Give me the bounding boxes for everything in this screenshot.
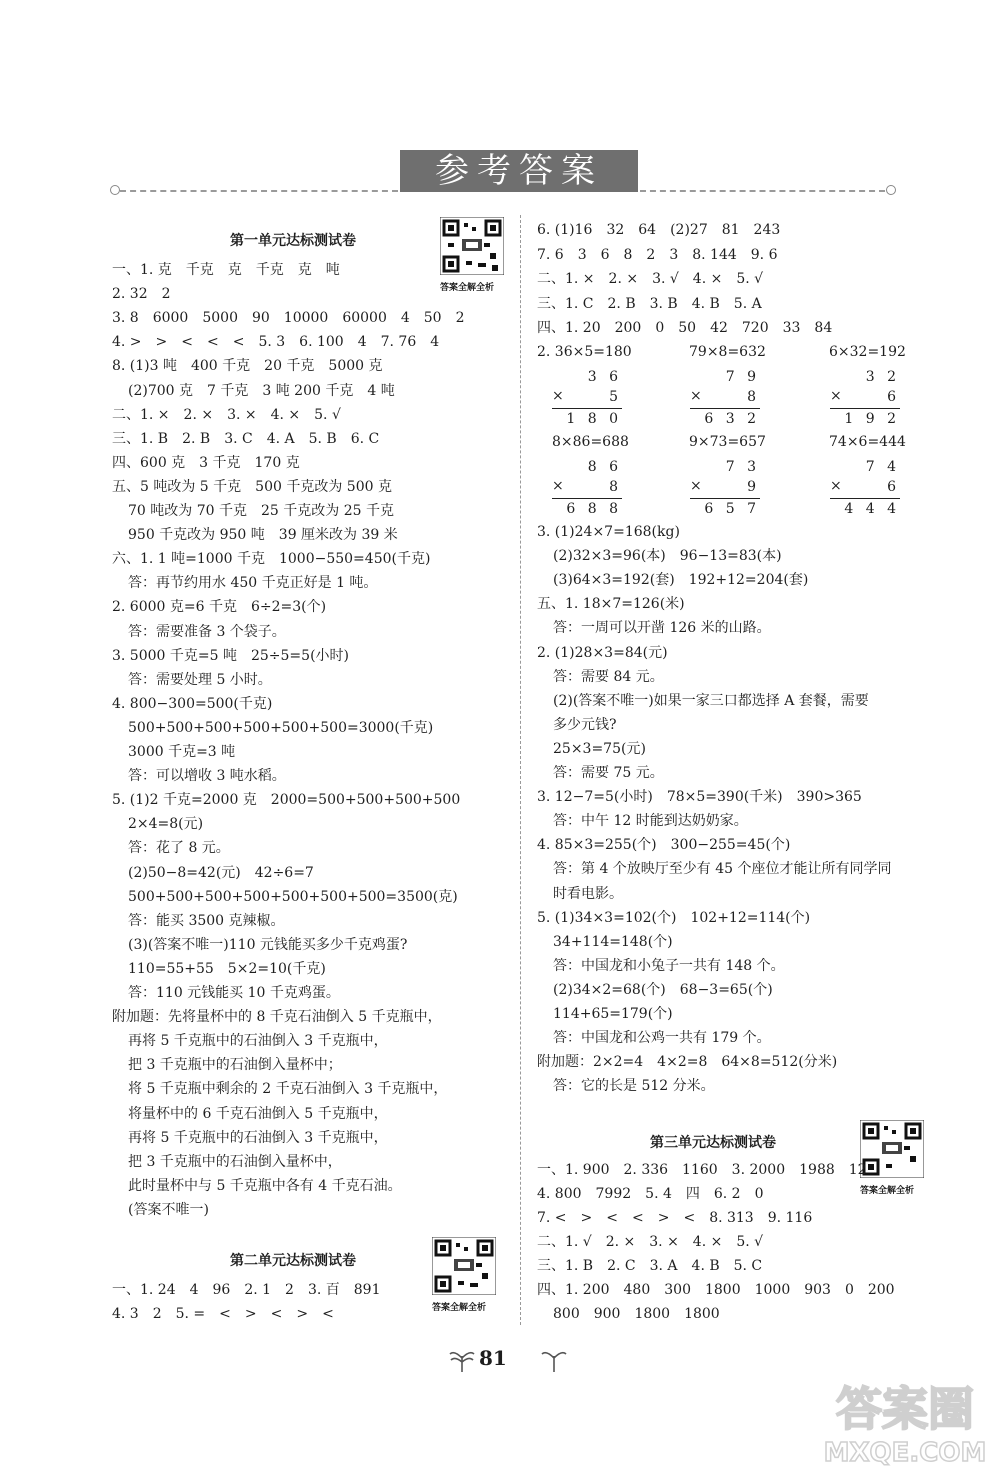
- answer-line: 70 吨改为 70 千克 25 千克改为 25 千克: [128, 503, 394, 519]
- column-divider: [520, 215, 521, 1325]
- answer-line: 7. < > < < > < 8. 313 9. 116: [537, 1210, 813, 1226]
- times-sign: ×: [690, 388, 702, 404]
- page-number: 81: [479, 1346, 507, 1370]
- multiplicand: 8 6: [587, 459, 622, 475]
- answer-line: 二、1. × 2. × 3. × 4. × 5. √: [112, 406, 341, 423]
- answer-line: 答：能买 3500 克辣椒。: [128, 912, 285, 929]
- answer-line: 五、1. 18×7=126(米): [537, 596, 685, 613]
- answer-line: 一、1. 900 2. 336 1160 3. 2000 1988 12: [537, 1162, 867, 1178]
- calc-line: [830, 498, 900, 499]
- product: 1 9 2: [844, 411, 900, 427]
- answer-line: 答：需要处理 5 小时。: [128, 671, 272, 688]
- answer-line: 3. 12−7=5(小时) 78×5=390(千米) 390>365: [537, 789, 862, 806]
- answer-line: 答：中午 12 时能到达奶奶家。: [553, 813, 748, 830]
- product: 1 8 0: [566, 411, 622, 427]
- page-title: 参考答案: [400, 150, 638, 192]
- answer-line: 答：可以增收 3 吨水稻。: [128, 768, 286, 785]
- section-title-unit1: 第一单元达标测试卷: [230, 233, 356, 249]
- vertical-multiplication: [830, 368, 900, 434]
- answer-line: 8. (1)3 吨 400 千克 20 千克 5000 克: [112, 358, 383, 375]
- answer-line: 800 900 1800 1800: [553, 1306, 720, 1322]
- answer-line: 2. 32 2: [112, 286, 171, 303]
- answer-line: 四、1. 20 200 0 50 42 720 33 84: [537, 320, 833, 336]
- answer-line: (2)(答案不唯一)如果一家三口都选择 A 套餐，需要: [553, 692, 869, 709]
- answer-line: 时看电影。: [553, 885, 623, 902]
- equation: 74×6=444: [829, 434, 906, 450]
- watermark-url: MXQE.COM: [823, 1438, 987, 1468]
- qr-code-icon: [860, 1120, 924, 1178]
- multiplier: 6: [887, 479, 900, 495]
- answer-line: 四、1. 200 480 300 1800 1000 903 0 200: [537, 1282, 895, 1298]
- answer-line: 六、1. 1 吨=1000 千克 1000−550=450(千克): [112, 551, 431, 568]
- answer-line: 6. (1)16 32 64 (2)27 81 243: [537, 222, 781, 238]
- answer-line: 将 5 千克瓶中剩余的 2 千克石油倒入 3 千克瓶中，: [128, 1081, 448, 1098]
- answer-line: (2)34×2=68(个) 68−3=65(个): [553, 981, 773, 998]
- answer-line: 2×4=8(元): [128, 816, 204, 833]
- product: 6 5 7: [704, 501, 760, 517]
- header-divider-right: [640, 190, 885, 192]
- multiplier: 8: [747, 389, 760, 405]
- multiplier: 6: [887, 389, 900, 405]
- answer-line: 25×3=75(元): [553, 740, 646, 757]
- answer-line: 3. (1)24×7=168(kg): [537, 524, 680, 540]
- section-title-unit3: 第三单元达标测试卷: [650, 1135, 776, 1151]
- answer-line: 把 3 千克瓶中的石油倒入量杯中；: [128, 1057, 342, 1074]
- times-sign: ×: [830, 388, 842, 404]
- answer-line: 答：第 4 个放映厅至少有 45 个座位才能让所有同学同: [553, 861, 892, 878]
- qr-caption: 答案全解全析: [440, 283, 495, 293]
- answer-line: 34+114=148(个): [553, 933, 673, 950]
- answer-line: 附加题：先将量杯中的 8 千克石油倒入 5 千克瓶中，: [112, 1009, 442, 1026]
- answer-line: 4. 85×3=255(个) 300−255=45(个): [537, 837, 791, 854]
- vertical-multiplication: [552, 458, 622, 524]
- answer-line: (3)(答案不唯一)110 元钱能买多少千克鸡蛋?: [128, 936, 408, 953]
- answer-line: 答：需要 75 元。: [553, 765, 664, 781]
- answer-line: 答：需要 84 元。: [553, 668, 664, 685]
- multiplicand: 3 2: [865, 369, 900, 385]
- answer-line: (2)32×3=96(本) 96−13=83(本): [553, 548, 782, 565]
- answer-line: 4. 3 2 5. = < > < > <: [112, 1306, 334, 1322]
- times-sign: ×: [552, 388, 564, 404]
- answer-line: 7. 6 3 6 8 2 3 8. 144 9. 6: [537, 246, 778, 263]
- answer-line: 2. 6000 克=6 千克 6÷2=3(个): [112, 599, 327, 616]
- answer-line: 3. 5000 千克=5 吨 25÷5=5(小时): [112, 647, 349, 664]
- calc-line: [552, 498, 622, 499]
- product: 4 4 4: [844, 501, 900, 517]
- qr-caption: 答案全解全析: [432, 1303, 487, 1313]
- answer-line: 三、1. C 2. B 3. B 4. B 5. A: [537, 295, 762, 312]
- answer-line: 4. 800 7992 5. 4 四 6. 2 0: [537, 1186, 764, 1202]
- multiplier: 8: [609, 479, 622, 495]
- answer-line: 950 千克改为 950 吨 39 厘米改为 39 米: [128, 527, 398, 544]
- answer-line: 四、600 克 3 千克 170 克: [112, 454, 300, 471]
- answer-line: 110=55+55 5×2=10(千克): [128, 960, 326, 977]
- leaf-ornament-icon: [540, 1346, 568, 1374]
- answer-line: 3000 千克=3 吨: [128, 744, 236, 760]
- watermark-logo: [820, 1365, 990, 1470]
- qr-caption: 答案全解全析: [860, 1186, 915, 1196]
- answer-line: 答：需要准备 3 个袋子。: [128, 623, 286, 640]
- answer-line: 答：再节约用水 450 千克正好是 1 吨。: [128, 575, 378, 592]
- answer-line: 多少元钱?: [553, 716, 617, 733]
- product: 6 8 8: [566, 501, 622, 517]
- answer-line: 一、1. 克 千克 克 千克 克 吨: [112, 262, 340, 278]
- vertical-multiplication: [690, 458, 760, 524]
- watermark-text: 答案圈: [836, 1382, 974, 1436]
- answer-line: 答：中国龙和公鸡一共有 179 个。: [553, 1030, 771, 1047]
- multiplier: 9: [747, 479, 760, 495]
- multiplicand: 7 4: [865, 459, 900, 475]
- answer-line: 把 3 千克瓶中的石油倒入量杯中，: [128, 1153, 342, 1170]
- product: 6 3 2: [704, 411, 760, 427]
- answer-line: 500+500+500+500+500+500=3000(千克): [128, 719, 434, 736]
- answer-line: 附加题：2×2=4 4×2=8 64×8=512(分米): [537, 1054, 838, 1071]
- header-divider-left: [120, 190, 398, 192]
- answer-line: (2)50−8=42(元) 42÷6=7: [128, 864, 314, 881]
- multiplier: 5: [609, 389, 622, 405]
- calc-line: [830, 408, 900, 409]
- calc-line: [690, 408, 760, 409]
- answer-line: 一、1. 24 4 96 2. 1 2 3. 百 891: [112, 1282, 381, 1298]
- multiplicand: 7 3: [725, 459, 760, 475]
- answer-line: 将量杯中的 6 千克石油倒入 5 千克瓶中，: [128, 1105, 388, 1122]
- leaf-ornament-icon: [448, 1346, 476, 1374]
- calc-line: [690, 498, 760, 499]
- answer-line: 此时量杯中与 5 千克瓶中各有 4 千克石油。: [128, 1177, 402, 1194]
- answer-line: (答案不唯一): [128, 1201, 209, 1218]
- answer-line: 114+65=179(个): [553, 1006, 673, 1022]
- answer-line: 答：它的长是 512 分米。: [553, 1078, 715, 1095]
- answer-line: 3. 8 6000 5000 90 10000 60000 4 50 2: [112, 310, 465, 327]
- answer-line: 再将 5 千克瓶中的石油倒入 3 千克瓶中，: [128, 1033, 388, 1050]
- times-sign: ×: [552, 478, 564, 494]
- divider-dot-left: [110, 185, 120, 195]
- answer-line: 5. (1)2 千克=2000 克 2000=500+500+500+500: [112, 792, 461, 809]
- times-sign: ×: [830, 478, 842, 494]
- answer-line: 答：花了 8 元。: [128, 840, 230, 857]
- qr-code-icon: [440, 217, 504, 275]
- answer-line: 4. > > < < < 5. 3 6. 100 4 7. 76 4: [112, 334, 440, 351]
- times-sign: ×: [690, 478, 702, 494]
- answer-line: 三、1. B 2. B 3. C 4. A 5. B 6. C: [112, 430, 380, 447]
- answer-line: 4. 800−300=500(千克): [112, 695, 273, 712]
- answer-line: 二、1. √ 2. × 3. × 4. × 5. √: [537, 1234, 764, 1250]
- vertical-multiplication: [830, 458, 900, 524]
- answer-line: 答：一周可以开凿 126 米的山路。: [553, 620, 771, 637]
- vertical-multiplication: [552, 368, 622, 434]
- answer-line: 三、1. B 2. C 3. A 4. B 5. C: [537, 1258, 763, 1274]
- answer-line: 再将 5 千克瓶中的石油倒入 3 千克瓶中，: [128, 1129, 388, 1146]
- answer-line: 2. (1)28×3=84(元): [537, 644, 668, 661]
- answer-line: (3)64×3=192(套) 192+12=204(套): [553, 572, 809, 589]
- answer-line: 500+500+500+500+500+500+500=3500(克): [128, 888, 458, 905]
- equation: 6×32=192: [829, 344, 906, 360]
- answer-line: 五、5 吨改为 5 千克 500 千克改为 500 克: [112, 478, 392, 495]
- multiplicand: 7 9: [725, 369, 760, 385]
- qr-code-icon: [432, 1237, 496, 1295]
- answer-line: 二、1. × 2. × 3. √ 4. × 5. √: [537, 271, 764, 287]
- section-title-unit2: 第二单元达标测试卷: [230, 1253, 356, 1269]
- answer-line: (2)700 克 7 千克 3 吨 200 千克 4 吨: [128, 382, 395, 399]
- multiplicand: 3 6: [587, 369, 622, 385]
- equation: 8×86=688: [552, 434, 629, 450]
- answer-line: 5. (1)34×3=102(个) 102+12=114(个): [537, 909, 811, 926]
- vertical-multiplication: [690, 368, 760, 434]
- calc-line: [552, 408, 622, 409]
- answer-line: 答：中国龙和小兔子一共有 148 个。: [553, 957, 785, 974]
- divider-dot-right: [886, 185, 896, 195]
- answer-line: 答：110 元钱能买 10 千克鸡蛋。: [128, 985, 340, 1001]
- equation: 2. 36×5=180: [537, 344, 632, 360]
- equation: 9×73=657: [689, 434, 766, 450]
- equation: 79×8=632: [689, 344, 766, 360]
